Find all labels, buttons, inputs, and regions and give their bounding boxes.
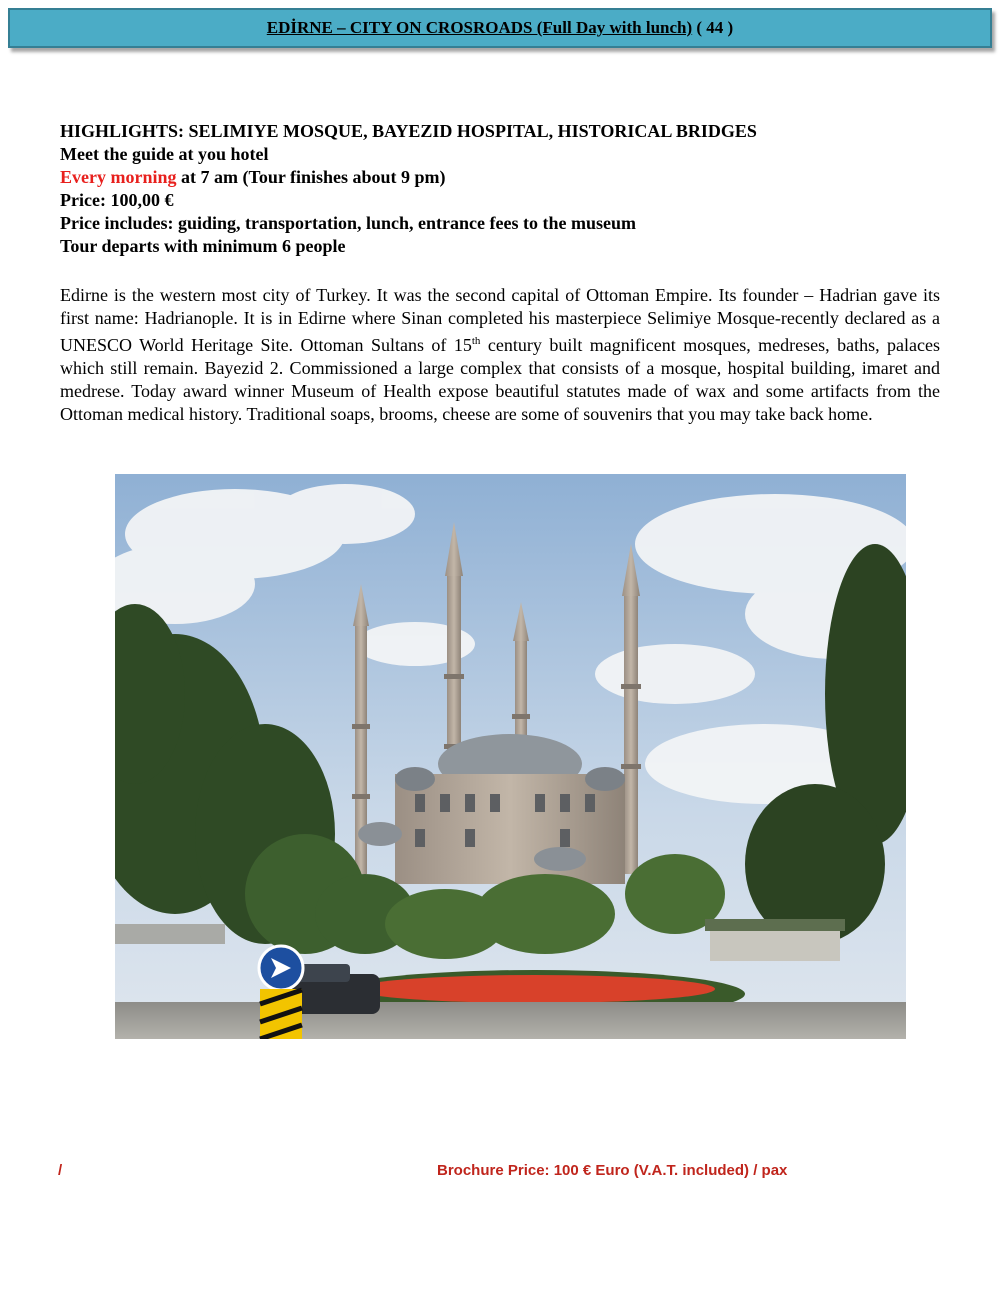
mosque-photo [115, 474, 906, 1039]
description-paragraph [60, 284, 940, 426]
minimum-line: Tour departs with minimum 6 people [60, 236, 346, 256]
description-text-1: Edirne is the western most city of Turkey. It was the second capital of Ottoman Empire. Its founder – Hadrian gave its first name: Hadrianople. It is in Edirne where Sinan completed his masterpiece Selimiye Mosque-recently declared as a UNESCO World Heritage Site. Ottoman Sultans of 15 [60, 285, 940, 355]
meeting-line: Meet the guide at you hotel [60, 144, 269, 164]
highlights-line: HIGHLIGHTS: SELIMIYE MOSQUE, BAYEZID HOSPITAL, HISTORICAL BRIDGES [60, 121, 757, 141]
page-title [10, 18, 990, 38]
title-banner [8, 8, 992, 48]
schedule-time: at 7 am (Tour finishes about 9 pm) [176, 167, 446, 187]
footer-mark: / [58, 1162, 63, 1179]
includes-line: Price includes: guiding, transportation, lunch, entrance fees to the museum [60, 213, 636, 233]
mosque-illustration [115, 474, 906, 1039]
description-superscript: th [471, 335, 481, 347]
tour-title: EDİRNE – CITY ON CROSROADS (Full Day with lunch) [266, 18, 693, 37]
tour-code: ( 44 ) [692, 18, 734, 37]
schedule-frequency: Every morning [60, 167, 177, 187]
price-line: Price: 100,00 € [60, 190, 174, 210]
tour-info [60, 120, 940, 258]
brochure-price: Brochure Price: 100 € Euro (V.A.T. included) / pax [437, 1162, 788, 1179]
schedule-line [60, 166, 940, 189]
description-text-2: century built magnificent mosques, medreses, baths, palaces which still remain. Bayezid 2. Commissioned a large complex that consists of a mosque, hospital building, imaret and medrese. Today award winner Museum of Health expose beautiful statutes made of wax and some artifacts from the Ottoman medical history. Traditional soaps, brooms, cheese are some of souvenirs that you may take back home. [60, 335, 940, 424]
